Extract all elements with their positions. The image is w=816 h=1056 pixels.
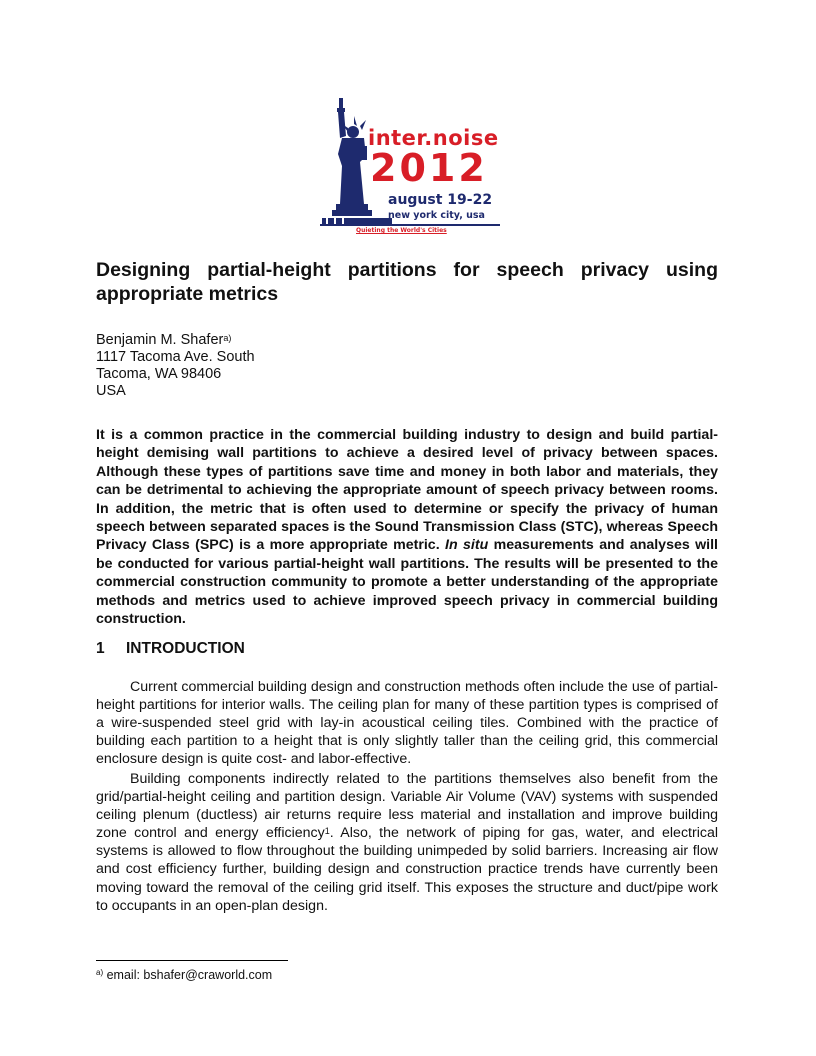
conference-logo [320,96,502,246]
logo-brand: inter.noise [368,126,499,150]
footnote-mark: a) [96,968,104,977]
author-block [96,332,255,400]
abstract-part-2: measurements and analyses will be conducted for various partial-height wall partitions. The results will be presented to the commercial construction community to promote a better understanding of the appropriate methods and metrics used to achieve improved speech privacy in commercial building construction. [96,537,718,628]
logo-location: new york city, usa [388,210,485,221]
abstract-part-1: It is a common practice in the commercial building industry to design and build partial-height demising wall partitions to achieve a desired level of privacy between spaces. Although these types of partitions save time and money in both labor and materials, they can be detrimental to achieving the appropriate amount of speech privacy between rooms. In addition, the metric that is often used to determine or specify the privacy of human speech between separated spaces is the Sound Transmission Class (STC), whereas Speech Privacy Class (SPC) is a more appropriate metric. [96,427,718,554]
author-country: USA [96,383,126,399]
logo-tagline: Quieting the World's Cities [356,227,447,234]
title-line-1: Designing partial-height partitions for speech privacy using [96,259,718,281]
logo-dates: august 19-22 [388,192,493,208]
citation-ref: 1 [324,826,330,837]
paragraph-2-part-b: . Also, the network of piping for gas, water, and electrical systems is allowed to flow throughout the building unimpeded by solid barriers. Increasing air flow and cost efficiency further, building design and construction practice trends have currently been moving toward the removal of the ceiling grid itself. This exposes the structure and duct/pipe work to occupants in an open-plan design. [96,825,718,914]
paragraph-2 [96,770,718,915]
abstract-italic: In situ [445,537,489,554]
paragraph-2-part-a: Building components indirectly related to the partitions themselves also benefit from the grid/partial-height ceiling and partition design. Variable Air Volume (VAV) systems with suspended ceiling plenum (ductless) air returns require less material and installation and improve building zone control and energy efficiency [96,771,718,842]
author-address-line-1: 1117 Tacoma Ave. South [96,349,255,365]
paragraph-1: Current commercial building design and construction methods often include the use of partial-height partitions for interior walls. The ceiling plan for many of these partition types is comprised of a wire-suspended steel grid with lay-in acoustical ceiling tiles. Combined with the practice of building each partition to a height that is only slightly taller than the ceiling grid, this commercial enclosure design is quite cost- and labor-effective. [96,679,718,768]
section-number: 1 [96,640,105,657]
author-affil-mark: a) [223,333,232,343]
logo-year: 2012 [370,146,488,190]
paper-title [96,258,718,306]
footnote-rule [96,960,288,961]
section-title: INTRODUCTION [126,640,245,657]
footnote [96,968,272,982]
title-line-2: appropriate metrics [96,283,279,305]
author-name: Benjamin M. Shafer [96,332,224,348]
author-address-line-2: Tacoma, WA 98406 [96,366,222,382]
section-heading [96,640,245,658]
abstract [96,426,718,628]
footnote-text: email: bshafer@craworld.com [106,968,273,982]
